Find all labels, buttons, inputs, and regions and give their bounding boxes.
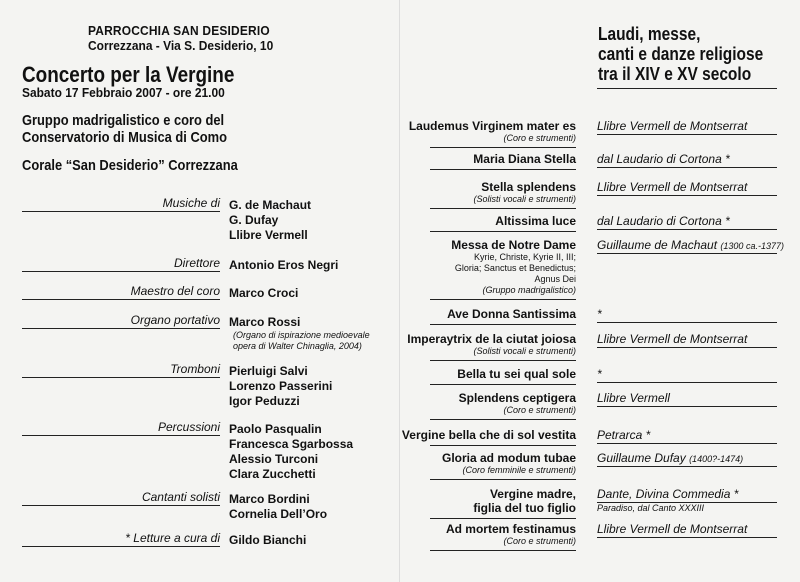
parish-address: Correzzana - Via S. Desiderio, 10	[88, 38, 274, 53]
credit-name: Lorenzo Passerini	[229, 379, 333, 393]
credit-role: * Letture a cura di	[125, 531, 220, 545]
program-source	[597, 180, 747, 194]
program-source	[597, 391, 670, 405]
program-source-underline	[597, 134, 777, 135]
credit-role-underline	[22, 505, 220, 506]
credit-role: Musiche di	[162, 196, 220, 210]
program-source-text: *	[597, 367, 602, 381]
program-piece	[446, 522, 576, 536]
program-piece-line: Laudemus Virginem mater es	[408, 119, 576, 133]
program-piece-line: Stella splendens	[481, 180, 576, 194]
program-separator	[430, 419, 576, 420]
program-source	[597, 367, 602, 381]
credit-name: Marco Bordini	[229, 492, 310, 506]
credit-role-underline	[22, 435, 220, 436]
credit-role: Percussioni	[157, 420, 220, 434]
credit-role-underline	[22, 546, 220, 547]
program-separator	[430, 324, 576, 325]
program-source	[597, 451, 743, 465]
program-piece-line: Maria Diana Stella	[473, 152, 576, 166]
credit-name: G. Dufay	[229, 213, 279, 227]
program-source	[597, 307, 602, 321]
program-source-underline	[597, 466, 777, 467]
credit-names	[229, 364, 332, 409]
credit-name: Igor Peduzzi	[229, 394, 300, 408]
credit-role: Direttore	[173, 256, 220, 270]
program-source	[597, 332, 747, 346]
credit-name: Francesca Sgarbossa	[229, 437, 354, 451]
program-title-line-1: Laudi, messe,	[598, 24, 701, 44]
title-underline	[597, 88, 777, 89]
program-title-line-2: canti e danze religiose	[598, 44, 764, 64]
program-piece	[442, 451, 576, 465]
program-separator	[430, 445, 576, 446]
program-separator	[430, 147, 576, 148]
credit-role-underline	[22, 271, 220, 272]
program-performers	[473, 194, 576, 205]
program-source-text: dal Laudario di Cortona *	[597, 152, 730, 166]
program-source-sub: Paradiso, dal Canto XXXIII	[597, 503, 705, 513]
credit-names	[229, 533, 306, 548]
program-piece	[481, 180, 576, 194]
credit-role: Tromboni	[170, 362, 220, 376]
credit-role: Cantanti solisti	[141, 490, 220, 504]
program-performers	[462, 465, 576, 476]
concert-title: Concerto per la Vergine	[22, 62, 235, 87]
group-line-2: Conservatorio di Musica di Como	[22, 129, 228, 146]
program-source-text: Llibre Vermell de Montserrat	[597, 522, 748, 536]
program-performers	[503, 405, 576, 416]
credit-name: Alessio Turconi	[229, 452, 319, 466]
program-performers	[503, 536, 576, 547]
program-separator	[430, 384, 576, 385]
right-page	[400, 0, 800, 582]
program-piece-line: Bella tu sei qual sole	[457, 367, 576, 381]
program-performers-line: Agnus Dei	[534, 274, 576, 284]
program-piece-line: figlia del tuo figlio	[473, 501, 576, 515]
program-performers	[473, 346, 576, 357]
program-separator	[430, 550, 576, 551]
program-performers-line: (Coro e strumenti)	[503, 133, 576, 143]
credit-role: Maestro del coro	[130, 284, 220, 298]
program-performers-line: (Coro femminile e strumenti)	[462, 465, 576, 475]
program-source-text: *	[597, 307, 602, 321]
program-source-underline	[597, 537, 777, 538]
credit-names	[229, 422, 353, 482]
program-piece-line: Splendens ceptigera	[458, 391, 576, 405]
program-performers-line: (Solisti vocali e strumenti)	[473, 346, 576, 356]
program-source-text: Dante, Divina Commedia *	[597, 487, 739, 501]
program-piece-line: Altissima luce	[495, 214, 576, 228]
program-piece-line: Ad mortem festinamus	[445, 522, 576, 536]
parish-name: PARROCCHIA SAN DESIDERIO	[88, 23, 270, 38]
program-source-text: Guillaume Dufay	[597, 451, 686, 465]
program-piece	[447, 307, 576, 321]
program-separator	[430, 299, 576, 300]
program-source-underline	[597, 322, 777, 323]
program-source-underline	[597, 502, 777, 503]
program-source-text: dal Laudario di Cortona *	[597, 214, 730, 228]
program-piece	[457, 367, 576, 381]
program-piece-line: Vergine madre,	[489, 487, 576, 501]
program-source-text: Llibre Vermell de Montserrat	[597, 332, 748, 346]
program-performers	[455, 252, 576, 296]
program-source	[597, 428, 650, 442]
credit-role-underline	[22, 299, 220, 300]
program-separator	[430, 518, 576, 519]
program-piece-line: Messa de Notre Dame	[451, 238, 576, 252]
program-piece	[459, 391, 576, 405]
program-source-underline	[597, 347, 777, 348]
credit-name: Clara Zucchetti	[229, 467, 316, 481]
program-performers-line: (Coro e strumenti)	[503, 405, 576, 415]
program-title-line-3: tra il XIV e XV secolo	[598, 64, 752, 84]
program-source	[597, 214, 730, 228]
program-source-underline	[597, 406, 777, 407]
program-source-text: Llibre Vermell de Montserrat	[597, 119, 748, 133]
program-piece	[407, 332, 576, 346]
program-source	[597, 152, 730, 166]
credit-names	[229, 258, 338, 273]
program-source-text: Llibre Vermell	[597, 391, 670, 405]
credit-names	[229, 286, 298, 301]
program-source	[597, 238, 784, 252]
credit-role-underline	[22, 211, 220, 212]
credit-name: Paolo Pasqualin	[229, 422, 322, 436]
group-line-1: Gruppo madrigalistico e coro del	[22, 112, 225, 129]
credit-name: Antonio Eros Negri	[229, 258, 339, 272]
program-separator	[430, 208, 576, 209]
program-piece-line: Ave Donna Santissima	[447, 307, 576, 321]
program-separator	[430, 169, 576, 170]
program-separator	[430, 231, 576, 232]
credit-role: Organo portativo	[130, 313, 220, 327]
credit-name: Llibre Vermell	[229, 228, 308, 242]
program-source-underline	[597, 382, 777, 383]
program-source-underline	[597, 195, 777, 196]
program-piece-line: Imperaytrix de la ciutat joiosa	[407, 332, 576, 346]
program-performers-line: Kyrie, Christe, Kyrie II, III;	[473, 252, 576, 262]
program-performers-line: Gloria; Sanctus et Benedictus;	[454, 263, 576, 273]
program-source	[597, 522, 747, 536]
program-piece	[402, 428, 576, 442]
credit-note-line: opera di Walter Chinaglia, 2004)	[233, 341, 362, 351]
program-performers-line: (Gruppo madrigalistico)	[482, 285, 576, 295]
credit-name: Cornelia Dell’Oro	[229, 507, 328, 521]
program-source	[597, 487, 738, 501]
program-source-text: Petrarca *	[597, 428, 651, 442]
program-source-underline	[597, 167, 777, 168]
program-piece	[473, 152, 576, 166]
program-piece	[409, 119, 576, 133]
program-piece	[451, 238, 576, 252]
credit-names	[229, 198, 311, 243]
credit-note-line: (Organo di ispirazione medioevale	[233, 330, 370, 340]
program-separator	[430, 479, 576, 480]
program-source-dates: (1300 ca.-1377)	[720, 241, 784, 251]
credit-role-underline	[22, 328, 220, 329]
program-source-underline	[597, 443, 777, 444]
program-performers	[503, 133, 576, 144]
program-piece	[473, 487, 576, 515]
credit-name: Marco Rossi	[229, 315, 301, 329]
program-source	[597, 119, 747, 133]
program-source-underline	[597, 253, 777, 254]
program-source-underline	[597, 229, 777, 230]
credit-name: G. de Machaut	[229, 198, 312, 212]
program-source-text: Guillaume de Machaut	[597, 238, 718, 252]
credit-name: Gildo Bianchi	[229, 533, 307, 547]
program-piece-line: Gloria ad modum tubae	[441, 451, 576, 465]
credit-names	[229, 492, 327, 522]
program-performers-line: (Solisti vocali e strumenti)	[473, 194, 576, 204]
corale-name: Corale “San Desiderio” Correzzana	[22, 157, 238, 174]
program-source-dates: (1400?-1474)	[689, 454, 744, 464]
program-source-text: Llibre Vermell de Montserrat	[597, 180, 748, 194]
program-separator	[430, 360, 576, 361]
credit-name: Marco Croci	[229, 286, 299, 300]
credit-name: Pierluigi Salvi	[229, 364, 308, 378]
concert-date: Sabato 17 Febbraio 2007 - ore 21.00	[22, 85, 225, 100]
program-performers-line: (Coro e strumenti)	[503, 536, 576, 546]
program-piece	[495, 214, 576, 228]
credit-note	[233, 330, 370, 352]
credit-names	[229, 315, 300, 330]
credit-role-underline	[22, 377, 220, 378]
program-piece-line: Vergine bella che di sol vestita	[401, 428, 576, 442]
